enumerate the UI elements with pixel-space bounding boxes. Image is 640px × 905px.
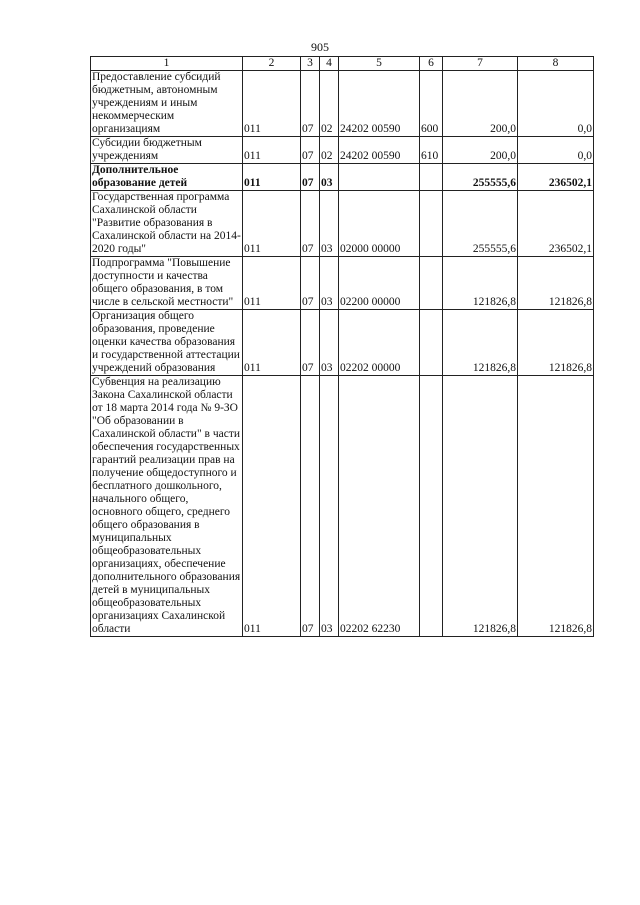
cell-ministry-code: 011 xyxy=(243,137,301,164)
row-name: Субвенция на реализацию Закона Сахалинской области от 18 марта 2014 года № 9-ЗО "Об образовании в Сахалинской области" в части обеспечения государственных гарантий реализации прав на получение общедоступного и бесплатного дошкольного, начального общего, основного общего, среднего общего образования в муниципальных общеобразовательных организациях, обеспечение дополнительного образования детей в муниципальных общеобразовательных организациях Сахалинской области xyxy=(91,376,243,637)
cell-amount-2: 121826,8 xyxy=(518,310,594,376)
row-name: Организация общего образования, проведение оценки качества образования и государственной аттестации учреждений образования xyxy=(91,310,243,376)
cell-expense-type: 610 xyxy=(420,137,443,164)
column-header: 6 xyxy=(420,57,443,71)
cell-ministry-code: 011 xyxy=(243,257,301,310)
column-header: 7 xyxy=(443,57,518,71)
cell-amount-1: 255555,6 xyxy=(443,164,518,191)
cell-amount-1: 200,0 xyxy=(443,137,518,164)
cell-section: 07 xyxy=(301,164,320,191)
row-name: Субсидии бюджетным учреждениям xyxy=(91,137,243,164)
cell-target-article xyxy=(339,164,420,191)
cell-section: 07 xyxy=(301,257,320,310)
cell-expense-type: 600 xyxy=(420,71,443,137)
cell-subsection: 03 xyxy=(320,191,339,257)
cell-amount-1: 121826,8 xyxy=(443,376,518,637)
column-header: 8 xyxy=(518,57,594,71)
cell-section: 07 xyxy=(301,191,320,257)
cell-amount-2: 121826,8 xyxy=(518,257,594,310)
cell-ministry-code: 011 xyxy=(243,164,301,191)
cell-expense-type xyxy=(420,376,443,637)
page-number: 905 xyxy=(311,40,329,54)
table-row xyxy=(91,71,594,137)
cell-expense-type xyxy=(420,191,443,257)
cell-ministry-code: 011 xyxy=(243,191,301,257)
cell-amount-1: 255555,6 xyxy=(443,191,518,257)
column-header: 4 xyxy=(320,57,339,71)
table-row xyxy=(91,191,594,257)
table-row xyxy=(91,310,594,376)
column-header: 5 xyxy=(339,57,420,71)
cell-amount-2: 236502,1 xyxy=(518,164,594,191)
cell-subsection: 03 xyxy=(320,164,339,191)
cell-ministry-code: 011 xyxy=(243,376,301,637)
cell-section: 07 xyxy=(301,71,320,137)
row-name: Государственная программа Сахалинской области "Развитие образования в Сахалинской области на 2014-2020 годы" xyxy=(92,191,241,255)
cell-target-article: 24202 00590 xyxy=(339,71,420,137)
cell-amount-2: 121826,8 xyxy=(518,376,594,637)
cell-subsection: 03 xyxy=(320,257,339,310)
cell-amount-2: 236502,1 xyxy=(518,191,594,257)
cell-subsection: 02 xyxy=(320,137,339,164)
column-header: 2 xyxy=(243,57,301,71)
cell-subsection: 03 xyxy=(320,310,339,376)
row-name: Предоставление субсидий бюджетным, автономным учреждениям и иным некоммерческим организациям xyxy=(91,71,243,137)
table-row xyxy=(91,164,594,191)
cell-expense-type xyxy=(420,257,443,310)
cell-expense-type xyxy=(420,164,443,191)
budget-table xyxy=(90,56,594,637)
cell-section: 07 xyxy=(301,310,320,376)
cell-target-article: 02202 00000 xyxy=(339,310,420,376)
cell-target-article: 24202 00590 xyxy=(339,137,420,164)
cell-target-article: 02200 00000 xyxy=(339,257,420,310)
table-row xyxy=(91,137,594,164)
row-name: Дополнительное образование детей xyxy=(91,164,243,191)
cell-ministry-code: 011 xyxy=(243,71,301,137)
cell-amount-2: 0,0 xyxy=(518,137,594,164)
cell-section: 07 xyxy=(301,137,320,164)
cell-expense-type xyxy=(420,310,443,376)
cell-section: 07 xyxy=(301,376,320,637)
cell-amount-1: 121826,8 xyxy=(443,310,518,376)
cell-amount-2: 0,0 xyxy=(518,71,594,137)
cell-target-article: 02000 00000 xyxy=(339,191,420,257)
cell-subsection: 02 xyxy=(320,71,339,137)
column-header: 3 xyxy=(301,57,320,71)
cell-ministry-code: 011 xyxy=(243,310,301,376)
table-row xyxy=(91,376,594,637)
table-header-row xyxy=(91,57,594,71)
row-name: Подпрограмма "Повышение доступности и качества общего образования, в том числе в сельской местности" xyxy=(91,257,243,310)
cell-target-article: 02202 62230 xyxy=(339,376,420,637)
cell-amount-1: 200,0 xyxy=(443,71,518,137)
cell-amount-1: 121826,8 xyxy=(443,257,518,310)
table-row xyxy=(91,257,594,310)
column-header: 1 xyxy=(91,57,243,71)
cell-subsection: 03 xyxy=(320,376,339,637)
